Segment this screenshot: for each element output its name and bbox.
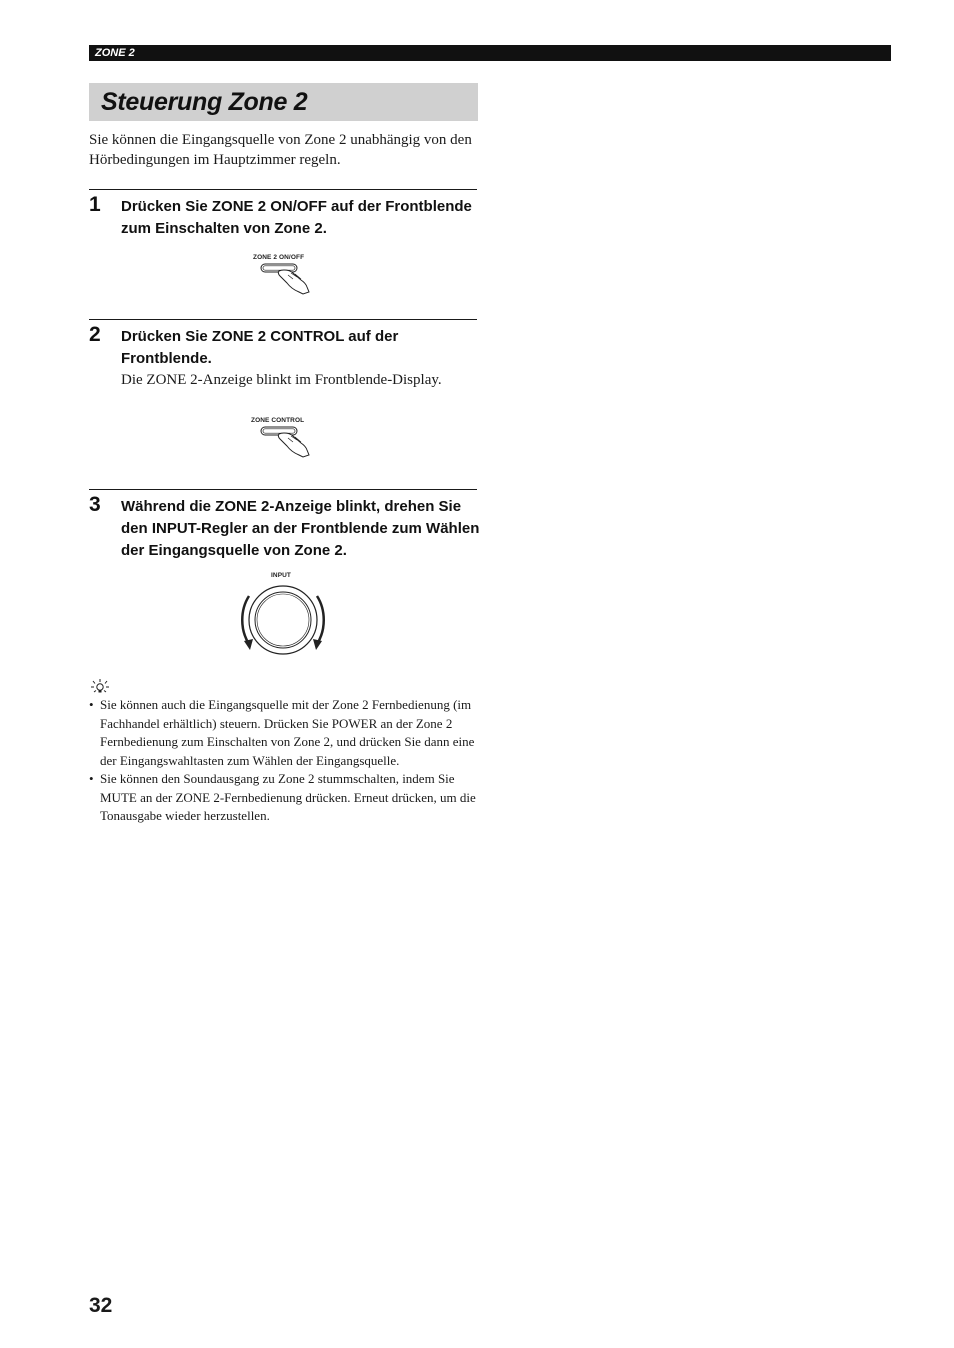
step-instruction: Drücken Sie ZONE 2 CONTROL auf der Frontblende. xyxy=(121,328,399,367)
hand-pressing-button-icon xyxy=(257,262,317,298)
page-title-box xyxy=(89,83,478,121)
lightbulb-icon xyxy=(89,678,111,694)
step-instruction: Während die ZONE 2-Anzeige blinkt, drehen Sie den INPUT-Regler an der Frontblende zum Wählen der Eingangsquelle von Zone 2. xyxy=(121,498,480,559)
hand-pressing-button-icon xyxy=(257,425,317,461)
section-header-bar xyxy=(89,45,891,61)
step-1 xyxy=(89,189,477,315)
step-note: Die ZONE 2-Anzeige blinkt im Frontblende-Display. xyxy=(121,372,442,388)
step-instruction: Drücken Sie ZONE 2 ON/OFF auf der Frontblende zum Einschalten von Zone 2. xyxy=(121,198,472,237)
page-title: Steuerung Zone 2 xyxy=(101,88,308,116)
step-number: 3 xyxy=(89,493,101,516)
figure-label: ZONE CONTROL xyxy=(251,417,305,424)
tip-item: • Sie können den Soundausgang zu Zone 2 stummschalten, indem Sie MUTE an der ZONE 2-Fernbedienung drücken. Erneut drücken, um die Tonausgabe wieder herzustellen. xyxy=(89,770,481,826)
page-number: 32 xyxy=(89,1294,113,1317)
figure-label: ZONE 2 ON/OFF xyxy=(253,254,305,261)
tips-list xyxy=(89,696,481,826)
step-2 xyxy=(89,319,477,485)
figure-label: INPUT xyxy=(271,572,291,579)
rotary-knob-icon xyxy=(237,582,329,658)
step-number: 1 xyxy=(89,193,101,216)
intro-paragraph: Sie können die Eingangsquelle von Zone 2 unabhängig von den Hörbedingungen im Hauptzimmer regeln. xyxy=(89,132,472,168)
step-number: 2 xyxy=(89,323,101,346)
step-3 xyxy=(89,489,480,670)
tip-item: • Sie können auch die Eingangsquelle mit der Zone 2 Fernbedienung (im Fachhandel erhältlich) steuern. Drücken Sie POWER an der Zone 2 Fernbedienung zum Einschalten von Zone 2, und drücken Sie dann eine der Eingangswahltasten zum Wählen der Eingangsquelle. xyxy=(89,696,481,770)
section-label: ZONE 2 xyxy=(95,47,135,59)
